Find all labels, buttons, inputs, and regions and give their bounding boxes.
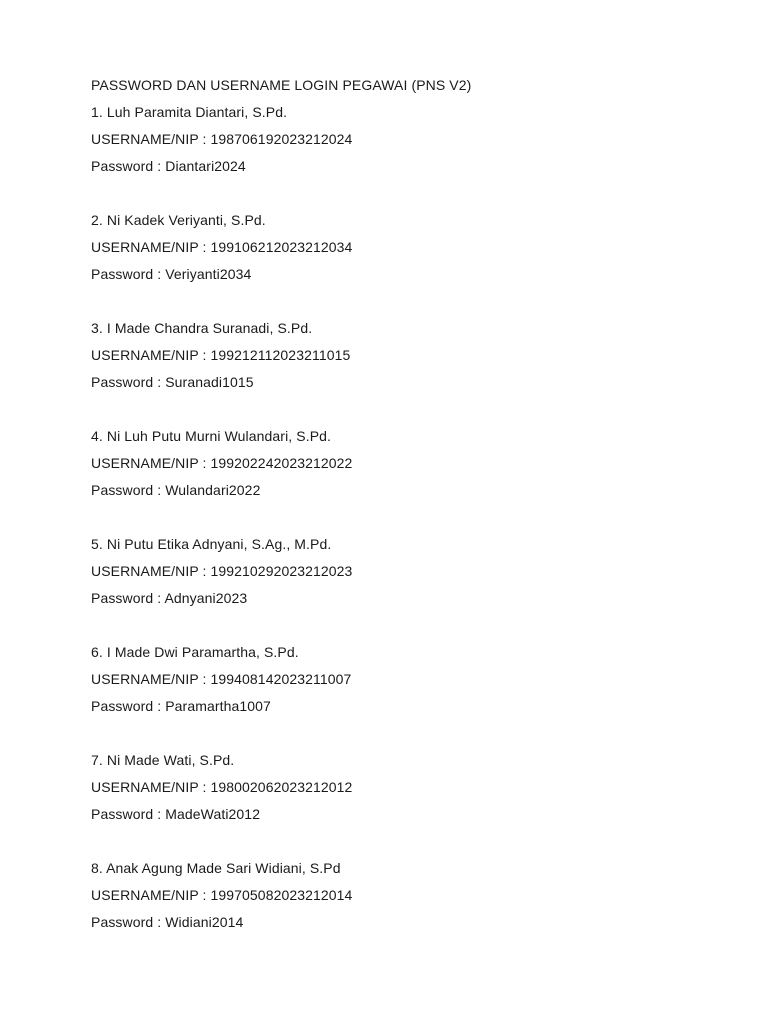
credential-entry-1 [91,99,731,180]
employee-password: Password : Suranadi1015 [91,374,254,390]
employee-name: 1. Luh Paramita Diantari, S.Pd. [91,104,288,120]
credential-entry-3 [91,315,731,396]
employee-name: 5. Ni Putu Etika Adnyani, S.Ag., M.Pd. [91,536,332,552]
employee-password: Password : MadeWati2012 [91,806,261,822]
employee-password: Password : Veriyanti2034 [91,266,252,282]
credential-entry-5 [91,531,731,612]
employee-name: 8. Anak Agung Made Sari Widiani, S.Pd [91,860,341,876]
credential-entry-2 [91,207,731,288]
employee-name: 4. Ni Luh Putu Murni Wulandari, S.Pd. [91,428,332,444]
employee-username: USERNAME/NIP : 199202242023212022 [91,455,353,471]
employee-password: Password : Paramartha1007 [91,698,271,714]
employee-username: USERNAME/NIP : 199408142023211007 [91,671,352,687]
employee-username: USERNAME/NIP : 199705082023212014 [91,887,353,903]
employee-username: USERNAME/NIP : 199210292023212023 [91,563,353,579]
credential-entry-6 [91,639,731,720]
employee-name: 3. I Made Chandra Suranadi, S.Pd. [91,320,313,336]
employee-name: 2. Ni Kadek Veriyanti, S.Pd. [91,212,266,228]
employee-password: Password : Widiani2014 [91,914,244,930]
employee-name: 7. Ni Made Wati, S.Pd. [91,752,235,768]
employee-username: USERNAME/NIP : 198002062023212012 [91,779,353,795]
employee-password: Password : Adnyani2023 [91,590,248,606]
credential-entry-8 [91,855,731,936]
credential-entry-7 [91,747,731,828]
employee-password: Password : Wulandari2022 [91,482,261,498]
employee-username: USERNAME/NIP : 199106212023212034 [91,239,353,255]
employee-username: USERNAME/NIP : 199212112023211015 [91,347,351,363]
credential-entry-4 [91,423,731,504]
employee-username: USERNAME/NIP : 198706192023212024 [91,131,353,147]
employee-password: Password : Diantari2024 [91,158,246,174]
document-body [91,72,731,936]
employee-name: 6. I Made Dwi Paramartha, S.Pd. [91,644,299,660]
document-title: PASSWORD DAN USERNAME LOGIN PEGAWAI (PNS V2) [91,77,472,93]
